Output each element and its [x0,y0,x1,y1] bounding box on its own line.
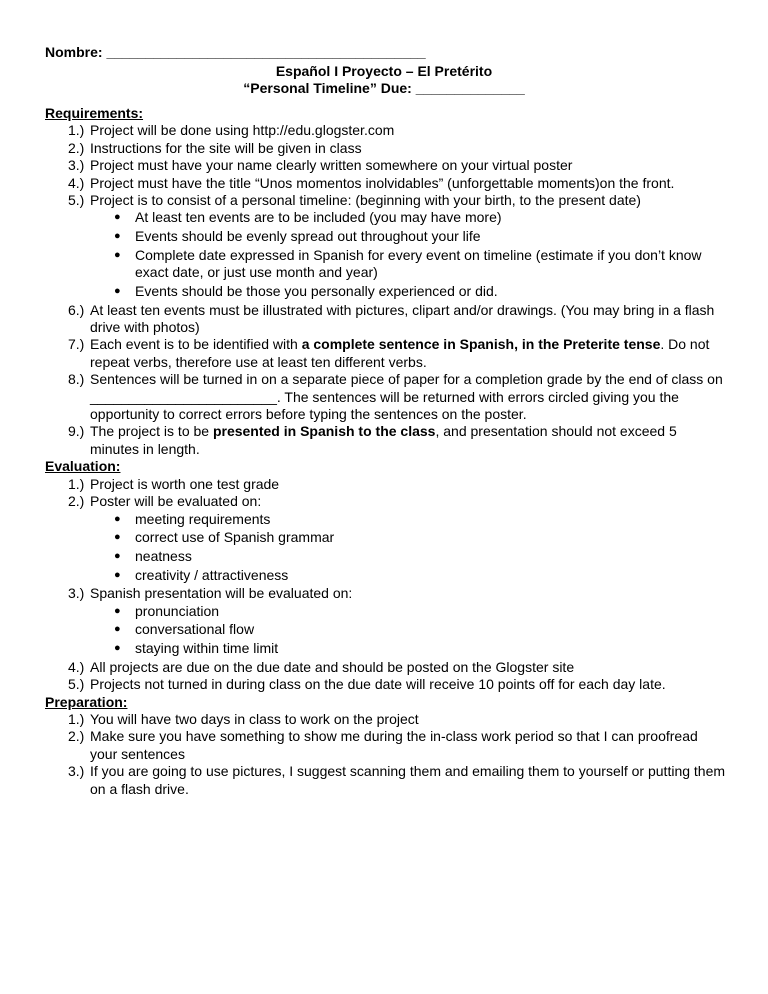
item-text [90,711,728,728]
numbered-item [0,711,768,728]
bullet-dot-icon: ● [114,604,121,617]
bullet-item [0,247,768,282]
item-number: 3.) [68,157,85,174]
document-title: Español I Proyecto – El Pretérito [275,63,493,79]
bullet-text: pronunciation [135,602,220,619]
text-run: Projects not turned in during class on the due date will receive 10 points off for each day late. [90,676,666,693]
numbered-item [0,140,768,157]
bullet-text: correct use of Spanish grammar [135,529,335,546]
item-number: 9.) [68,423,85,440]
item-text [90,585,728,602]
item-number: 5.) [68,676,85,693]
bold-text: presented in Spanish to the class [212,423,436,440]
bullet-dot-icon: ● [114,211,121,224]
item-text [90,728,728,763]
section-heading-preparation: Preparation: [45,693,128,710]
text-run: Project will be done using http://edu.glogster.com [90,122,395,139]
item-number: 5.) [68,192,85,209]
item-number: 2.) [68,139,85,156]
item-number: 1.) [68,475,85,492]
bold-text: a complete sentence in Spanish, in the Preterite tense [301,336,661,353]
bullet-text: conversational flow [135,621,255,638]
bullet-dot-icon: ● [114,642,121,655]
bullet-text: Events should be evenly spread out throughout your life [135,228,481,245]
item-text [90,192,728,209]
text-run: Poster will be evaluated on: [90,493,262,510]
bullet-item [0,228,768,245]
document-subtitle: “Personal Timeline” Due: ______________ [243,80,525,96]
text-run: , and presentation should not exceed 5 minutes in length. [90,423,681,457]
bullet-dot-icon: ● [114,549,121,562]
bullet-item [0,283,768,300]
bullet-text: creativity / attractiveness [135,566,289,583]
bullet-item [0,209,768,226]
item-text [90,476,728,493]
bullet-text: Complete date expressed in Spanish for every event on timeline (estimate if you don’t know exact date, or just use month and year) [135,246,702,281]
item-number: 3.) [68,585,85,602]
item-text [90,336,728,371]
text-run: Each event is to be identified with [90,336,302,353]
text-run: Spanish presentation will be evaluated on: [90,585,353,602]
item-number: 1.) [68,122,85,139]
numbered-item [0,122,768,139]
item-text [90,122,728,139]
numbered-item [0,493,768,510]
bullet-text: At least ten events are to be included (you may have more) [135,209,502,226]
text-run: Project must have the title “Unos momentos inolvidables” (unforgettable moments)on the front. [90,174,675,191]
document-body [0,105,768,798]
bullet-item [0,621,768,638]
item-number: 4.) [68,658,85,675]
numbered-item [0,157,768,174]
name-field-line: Nombre: _________________________________________ [45,44,426,60]
item-number: 3.) [68,763,85,780]
bullet-dot-icon: ● [114,531,121,544]
item-text [90,140,728,157]
bullet-list [0,511,768,585]
item-text [90,493,728,510]
bullet-item [0,640,768,657]
text-run: The project is to be [90,423,213,440]
item-number: 7.) [68,336,85,353]
text-run: You will have two days in class to work on the project [90,711,419,728]
item-number: 4.) [68,174,85,191]
numbered-item [0,676,768,693]
text-run: All projects are due on the due date and should be posted on the Glogster site [90,658,575,675]
item-text [90,175,728,192]
item-text [90,423,728,458]
bullet-dot-icon: ● [114,623,121,636]
text-run: At least ten events must be illustrated with pictures, clipart and/or drawings. (You may bring in a flash drive with photos) [90,301,719,336]
numbered-item [0,585,768,602]
item-text [90,302,728,337]
item-text [90,371,728,423]
text-run: Project is to consist of a personal timeline: (beginning with your birth, to the present date) [90,192,641,209]
text-run: Sentences will be turned in on a separate piece of paper for a completion grade by the end of class on ________________________. The sentences will be returned with errors circled giving you the opportunity to correct errors before typing the sentences on the poster. [90,371,727,423]
bullet-text: staying within time limit [135,640,279,657]
section-heading-requirements: Requirements: [45,105,144,121]
bullet-dot-icon: ● [114,284,121,297]
item-text [90,763,728,798]
item-number: 6.) [68,301,85,318]
bullet-item [0,529,768,546]
bullet-dot-icon: ● [114,512,121,525]
numbered-item [0,371,768,423]
item-text [90,157,728,174]
item-text [90,659,728,676]
bullet-list [0,209,768,300]
numbered-item [0,175,768,192]
bullet-text: neatness [135,547,192,564]
bullet-item [0,548,768,565]
text-run: . Do not repeat verbs, therefore use at least ten different verbs. [90,336,714,370]
item-number: 8.) [68,371,85,388]
numbered-item [0,302,768,337]
numbered-item [0,423,768,458]
text-run: Project is worth one test grade [90,475,280,492]
numbered-item [0,192,768,209]
bullet-dot-icon: ● [114,230,121,243]
section-heading-evaluation: Evaluation: [45,458,121,475]
bullet-item [0,603,768,620]
bullet-text: Events should be those you personally experienced or did. [135,282,498,299]
bullet-text: meeting requirements [135,510,271,527]
item-number: 2.) [68,493,85,510]
numbered-item [0,763,768,798]
numbered-item [0,659,768,676]
bullet-item [0,511,768,528]
item-number: 2.) [68,728,85,745]
bullet-list [0,603,768,658]
bullet-item [0,567,768,584]
item-text [90,676,728,693]
text-run: Make sure you have something to show me during the in-class work period so that I can proofread your sentences [90,728,702,762]
bullet-dot-icon: ● [114,568,121,581]
numbered-item [0,728,768,763]
text-run: Project must have your name clearly written somewhere on your virtual poster [90,157,573,174]
bullet-dot-icon: ● [114,248,121,261]
numbered-item [0,336,768,371]
item-number: 1.) [68,711,85,728]
numbered-item [0,476,768,493]
text-run: If you are going to use pictures, I suggest scanning them and emailing them to yourself or putting them on a flash drive. [90,763,729,797]
text-run: Instructions for the site will be given in class [90,139,362,156]
